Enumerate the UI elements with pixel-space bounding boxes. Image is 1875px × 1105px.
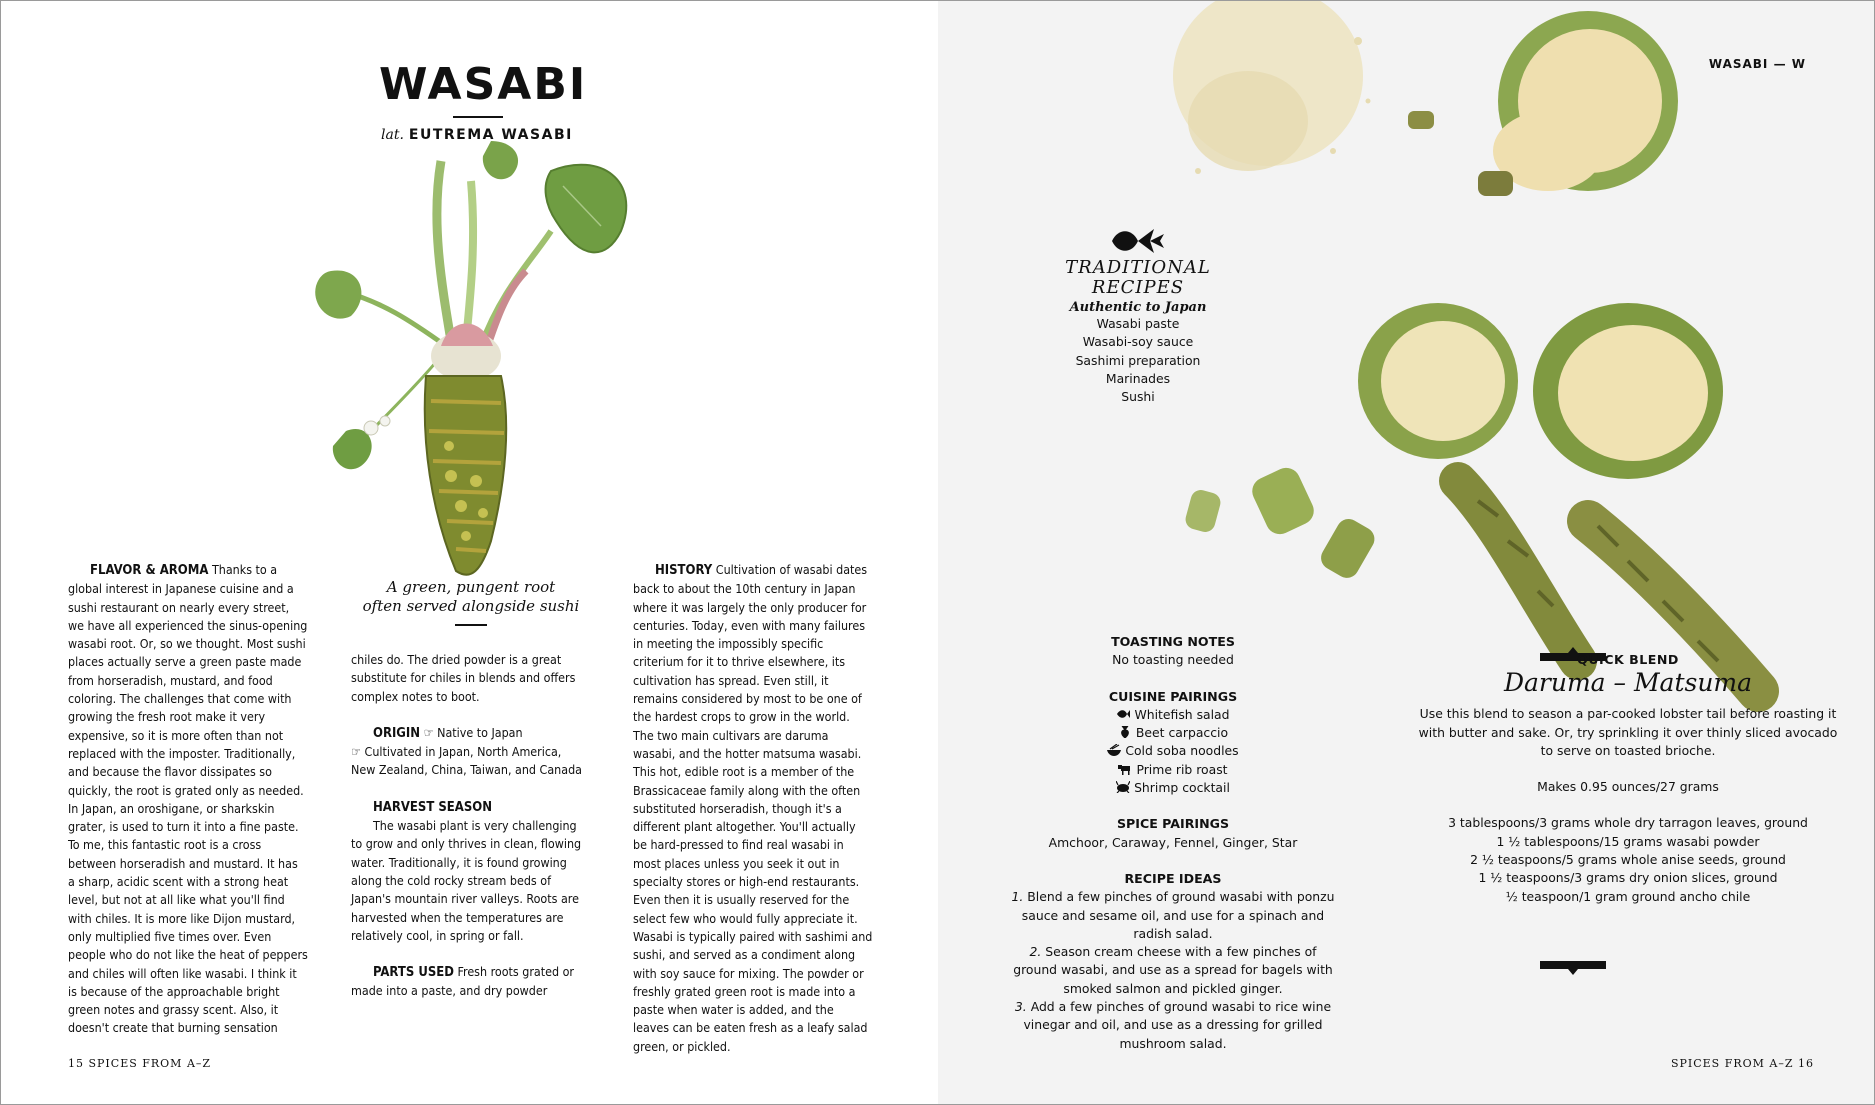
recipe-idea-number: 3. [1014, 999, 1027, 1015]
flavor-column [68, 561, 308, 1056]
recipe-idea [1008, 998, 1338, 1053]
cuisine-label: Prime rib roast [1136, 761, 1228, 777]
folio-right: SPICES FROM A–Z 16 [1670, 1057, 1814, 1070]
ingredient: 1 ½ tablespoons/15 grams wasabi powder [1496, 833, 1760, 849]
recipe-idea [1008, 888, 1338, 943]
cuisine-label: Beet carpaccio [1135, 725, 1229, 741]
history-text: Cultivation of wasabi dates back to about the 10th century in Japan where it was largely the only producer for centuries. Today, even with many failures in meeting the impossibly specific criterium for it to thrive elsewhere, its cultivation has spread. Even still, it remains considered by most to be one of the hardest crops to grow in the world. The two main cultivars are daruma wasabi, and the hotter matsuma wasabi. This hot, edible root is a member of the Brassicaceae family along with the often substituted horseradish, though it's a different plant altogether. You'll actually be hard-pressed to find real wasabi in most places unless you seek it out in specialty stores or high-end restaurants. Even then it is usually reserved for the select few who would fully appreciate it. Wasabi is typically paired with sashimi and sushi, and served as a condiment along with soy sauce for mixing. The powder or freshly grated green root is made into a paste when water is added, and the leaves can be eaten fresh as a leafy salad green, or pickled. [633, 562, 873, 1054]
flavor-text: Thanks to a global interest in Japanese cuisine and a sushi restaurant on nearly every street, we have all experienced the sinus-opening wasabi root. Or, so we thought. Most sushi places actually serve a green paste made from horseradish, mustard, and food coloring. The challenges that come with growing the fresh root make it very expensive, so it is more often than not replaced with the imposter. Traditionally, and because the flavor dissipates so quickly, the root is grated only as needed. In Japan, an oroshigane, or sharkskin grater, is used to turn it into a fine paste. To me, this fantastic root is a cross between horseradish and mustard. It has a sharp, acidic scent with a strong heat level, but not at all like what you'll find with chiles. It is more like Dijon mustard, only multiplied five times over. Even people who do not like the heat of peppers and chiles will often like wasabi. I think it is because of the approachable bright green notes and grassy scent. Also, it doesn't create that burning sensation [68, 562, 308, 1036]
flavor-heading: FLAVOR & AROMA [90, 563, 209, 578]
origin-heading: ORIGIN [373, 725, 421, 741]
quick-blend-yield: Makes 0.95 ounces/27 grams [1537, 779, 1719, 795]
wasabi-plant-illustration [301, 141, 651, 581]
ingredient: 1 ½ teaspoons/3 grams dry onion slices, ground [1478, 870, 1778, 886]
middle-column [351, 651, 586, 1019]
traditional-subtitle: Authentic to Japan [1069, 300, 1207, 315]
quick-blend-label: QUICK BLEND [1577, 652, 1679, 667]
cuisine-label: Whitefish salad [1134, 706, 1230, 722]
parts-heading: PARTS USED [373, 965, 454, 981]
latin-prefix: lat. [381, 127, 404, 143]
bracket-bottom-icon [1538, 959, 1608, 975]
recipe-idea-text: Add a few pinches of ground wasabi to rice wine vinegar and oil, and use as a dressing for grilled mushroom salad. [1023, 999, 1332, 1051]
shrimp-icon [1116, 781, 1130, 793]
origin-section [351, 724, 586, 780]
noodle-bowl-icon [1107, 744, 1121, 756]
pointing-hand-icon: ☞ [351, 744, 361, 760]
quick-blend-description: Use this blend to season a par-cooked lobster tail before roasting it with butter and sake. Or, try sprinkling it over thinly sliced avocado to serve on toasted brioche. [1418, 706, 1838, 758]
quick-blend-ingredients [1418, 814, 1838, 905]
flourish-icon [1110, 226, 1166, 256]
latin-binomial: EUTREMA WASABI [408, 127, 573, 143]
right-page [938, 1, 1874, 1104]
illustration-caption [361, 578, 581, 616]
caption-rule [455, 624, 487, 626]
toasting-text: No toasting needed [1112, 652, 1234, 668]
ingredient: 3 tablespoons/3 grams whole dry tarragon leaves, ground [1448, 815, 1808, 831]
left-page [1, 1, 938, 1104]
traditional-recipes [1038, 226, 1238, 406]
traditional-item: Marinades [1105, 370, 1171, 386]
history-column [633, 561, 873, 1074]
spice-pairings-text: Amchoor, Caraway, Fennel, Ginger, Star [1048, 834, 1298, 850]
pointing-hand-icon: ☞ [423, 724, 434, 740]
traditional-item: Sashimi preparation [1075, 352, 1201, 368]
notes-column [1008, 633, 1338, 1053]
traditional-item: Sushi [1121, 389, 1155, 405]
harvest-section [351, 798, 586, 945]
cuisine-item [1008, 742, 1338, 760]
ingredient: ½ teaspoon/1 gram ground ancho chile [1505, 888, 1751, 904]
parts-text: Fresh roots grated or made into a paste, and dry powder [351, 964, 574, 999]
ingredient: 2 ½ teaspoons/5 grams whole anise seeds, ground [1470, 852, 1786, 868]
cuisine-label: Shrimp cocktail [1134, 780, 1230, 796]
origin-cultivated: Cultivated in Japan, North America, New Zealand, China, Taiwan, and Canada [351, 744, 582, 778]
recipe-idea-text: Blend a few pinches of ground wasabi with ponzu sauce and sesame oil, and use for a spinach and radish salad. [1021, 889, 1335, 941]
title-rule [453, 116, 503, 118]
recipe-idea [1008, 943, 1338, 998]
flavor-continued: chiles do. The dried powder is a great substitute for chiles in blends and offers complex notes to boot. [351, 652, 576, 704]
quick-blend-title: Daruma – Matsuma [1503, 668, 1753, 698]
page-title: WASABI [379, 59, 588, 110]
cuisine-item [1008, 761, 1338, 779]
beet-icon [1118, 726, 1132, 738]
folio-left: 15 SPICES FROM A–Z [68, 1057, 212, 1070]
cuisine-item [1008, 724, 1338, 742]
toasting-heading: TOASTING NOTES [1111, 634, 1235, 649]
cuisine-label: Cold soba noodles [1125, 743, 1239, 759]
traditional-title-line-1: TRADITIONAL [1065, 257, 1211, 278]
caption-line-1: A green, pungent root [386, 578, 556, 596]
harvest-text: The wasabi plant is very challenging to grow and only thrives in clean, flowing water. Traditionally, it is found growing along the cold rocky stream beds of Japan's mountain river valleys. Roots are harvested when the temperatures are relatively cool, in spring or fall. [351, 818, 582, 943]
history-heading: HISTORY [655, 563, 713, 578]
parts-section [351, 963, 586, 1001]
caption-line-2: often served alongside sushi [362, 597, 580, 615]
recipe-ideas-heading: RECIPE IDEAS [1124, 870, 1222, 886]
recipe-idea-number: 2. [1029, 944, 1042, 960]
traditional-item: Wasabi paste [1096, 316, 1180, 331]
harvest-heading: HARVEST SEASON [373, 799, 492, 815]
traditional-list [1038, 315, 1238, 406]
spice-pairings-heading: SPICE PAIRINGS [1116, 816, 1230, 832]
cuisine-item [1008, 779, 1338, 797]
recipe-idea-text: Season cream cheese with a few pinches of ground wasabi, and use as a spread for bagels with smoked salmon and pickled ginger. [1013, 944, 1333, 996]
cuisine-heading: CUISINE PAIRINGS [1108, 688, 1238, 704]
quick-blend [1418, 651, 1838, 906]
recipe-idea-number: 1. [1011, 889, 1024, 905]
running-head: WASABI — W [1708, 57, 1806, 71]
cow-icon [1118, 763, 1132, 775]
fish-icon [1116, 708, 1130, 720]
traditional-title-line-2: RECIPES [1091, 277, 1185, 298]
origin-native: Native to Japan [437, 724, 523, 740]
traditional-item: Wasabi-soy sauce [1082, 334, 1194, 350]
cuisine-item [1008, 706, 1338, 724]
